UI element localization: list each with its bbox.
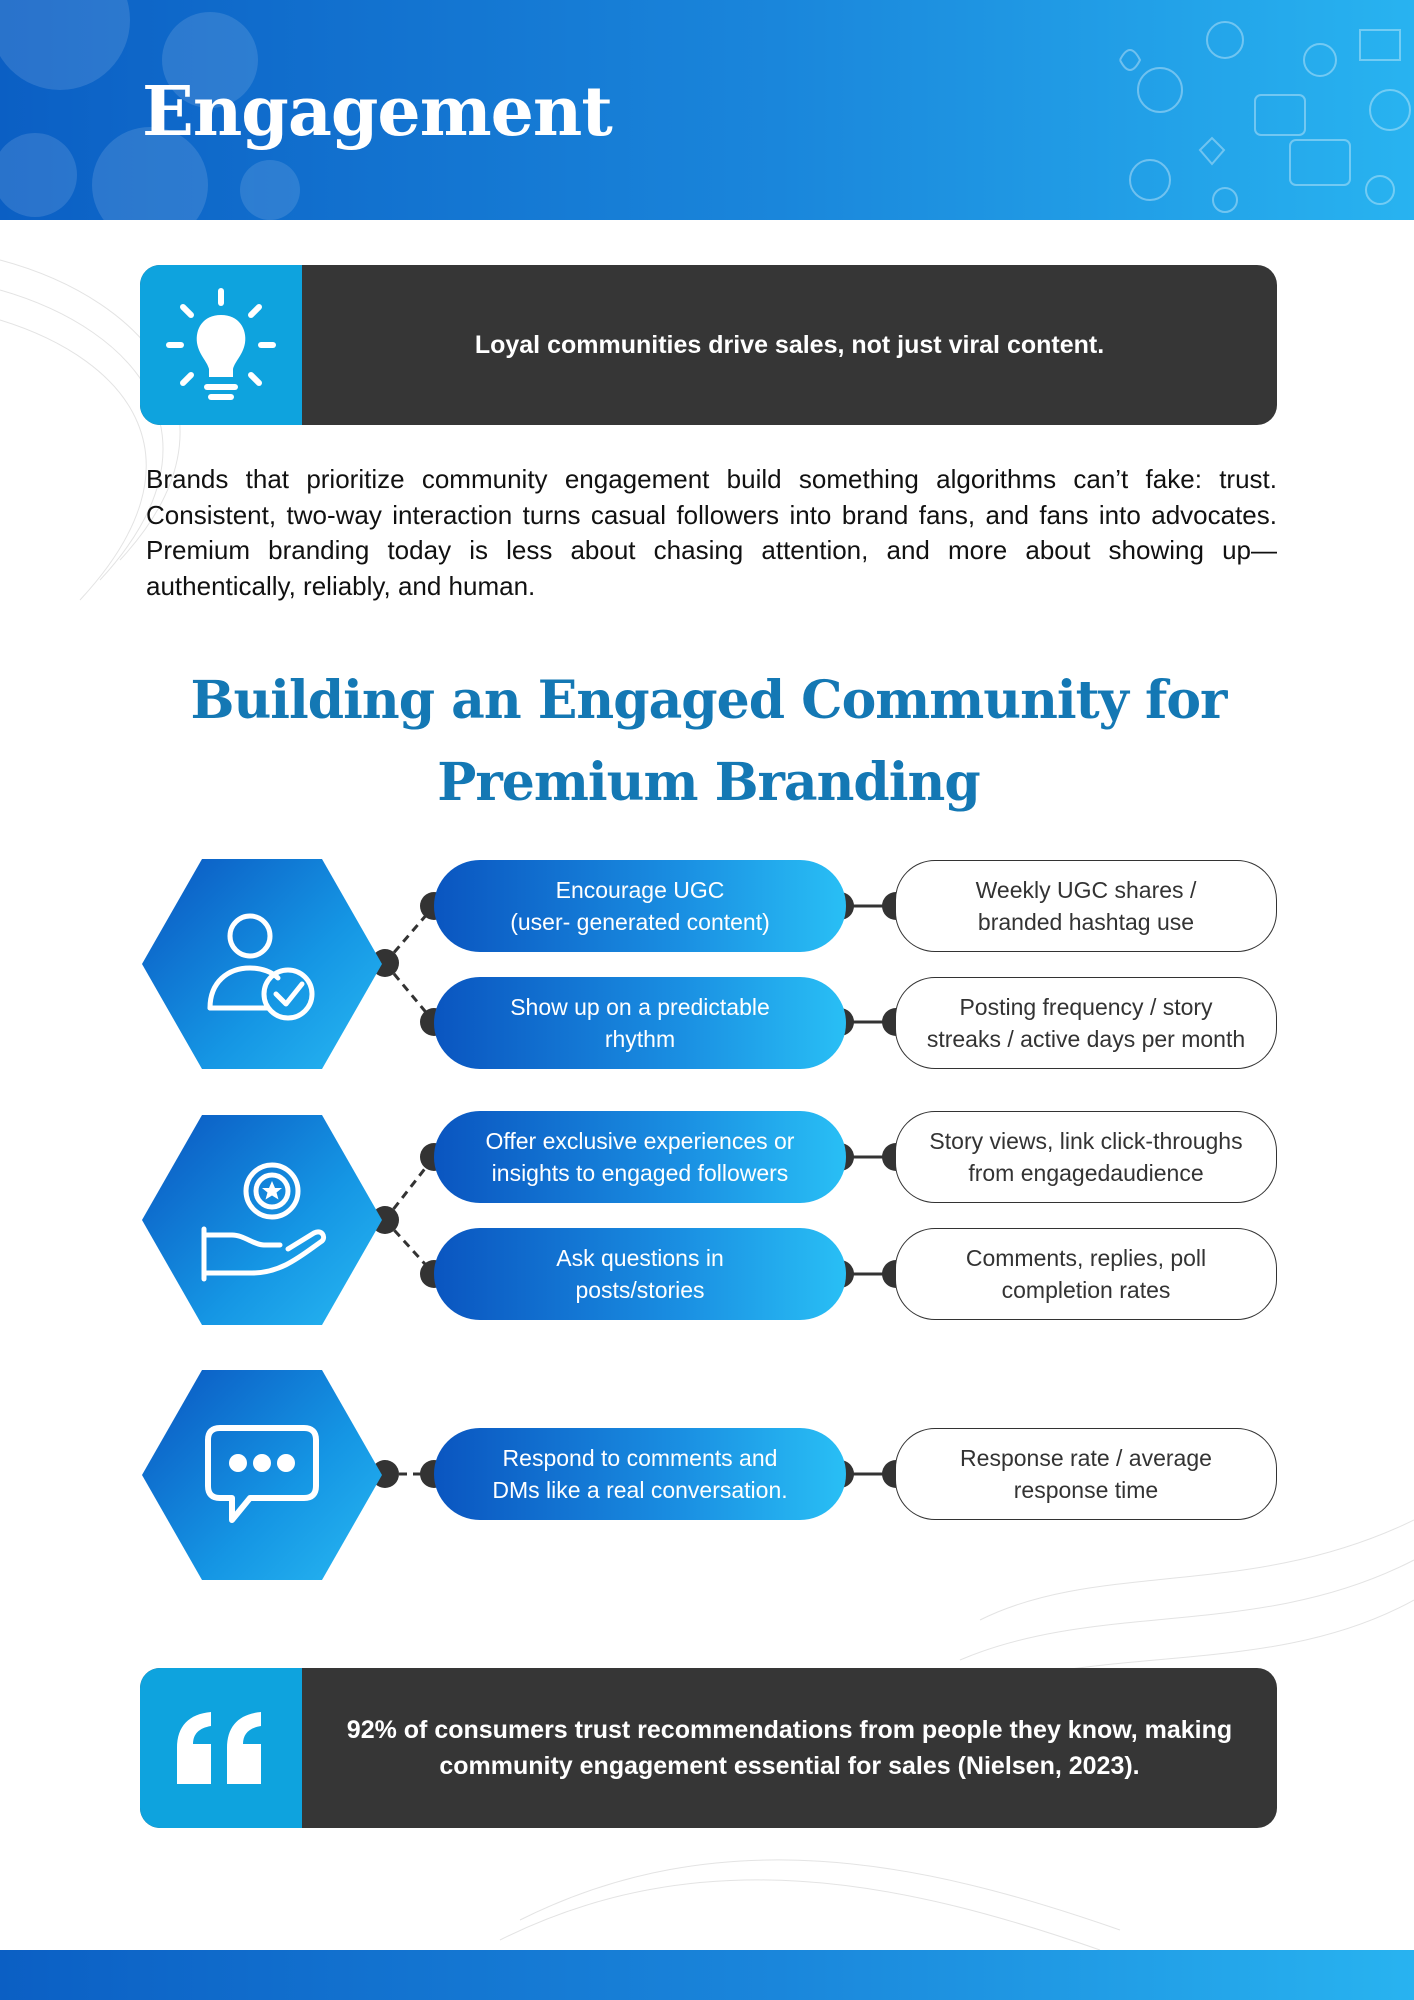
action-pill-exclusive [434,1111,846,1203]
metric-box-ugc [895,860,1277,952]
action-line2: insights to engaged followers [491,1160,789,1186]
action-line2: posts/stories [575,1277,705,1303]
action-line1: Ask questions in [556,1245,724,1271]
chat-bubble-icon [202,1420,322,1530]
metric-line2: branded hashtag use [977,909,1195,935]
metric-line1: Story views, link click-throughs [929,1128,1243,1154]
action-pill-questions [434,1228,846,1320]
intro-paragraph: Brands that prioritize community engagement build something algorithms can’t fake: trust. Consistent, two-way interaction turns casual followers into brand fans, and fans into advocates. Premium branding today is less about chasing attention, and more about showing up—authentically, reliably, and human. [146,464,1277,601]
quote-text [302,1668,1277,1828]
quote-callout [140,1668,1277,1828]
metric-line1: Weekly UGC shares / [975,877,1197,903]
metric-line2: response time [1013,1477,1159,1503]
action-pill-respond [434,1428,846,1520]
action-line1: Respond to comments and [502,1445,778,1471]
quote-line1: 92% of consumers trust recommendations from people they know, making [346,1716,1233,1744]
section-title-line2: Premium Branding [437,752,980,813]
action-line2: DMs like a real conversation. [492,1477,788,1503]
hand-badge-icon [192,1155,332,1285]
quote-icon-box [140,1668,302,1828]
tip-text: Loyal communities drive sales, not just viral content. [474,331,1105,359]
quote-icon [173,1708,269,1788]
metric-line1: Posting frequency / story [959,994,1213,1020]
metric-box-exclusive [895,1111,1277,1203]
action-line1: Show up on a predictable [510,994,770,1020]
action-line1: Offer exclusive experiences or [485,1128,795,1154]
action-pill-ugc [434,860,846,952]
action-line1: Encourage UGC [555,877,725,903]
quote-line2: community engagement essential for sales (Nielsen, 2023). [439,1752,1140,1780]
metric-box-respond [895,1428,1277,1520]
metric-box-questions [895,1228,1277,1320]
metric-line2: completion rates [1001,1277,1171,1303]
section-title-line1: Building an Engaged Community for [190,670,1227,731]
footer-bar [0,1950,1414,2000]
metric-line1: Response rate / average [960,1445,1212,1471]
action-line2: rhythm [604,1026,676,1052]
user-check-icon [202,904,322,1024]
metric-line1: Comments, replies, poll [965,1245,1207,1271]
action-pill-rhythm [434,977,846,1069]
action-line2: (user- generated content) [510,909,770,935]
metric-line2: streaks / active days per month [926,1026,1246,1052]
metric-box-rhythm [895,977,1277,1069]
metric-line2: from engagedaudience [968,1160,1204,1186]
page-title: Engagement [142,72,612,152]
